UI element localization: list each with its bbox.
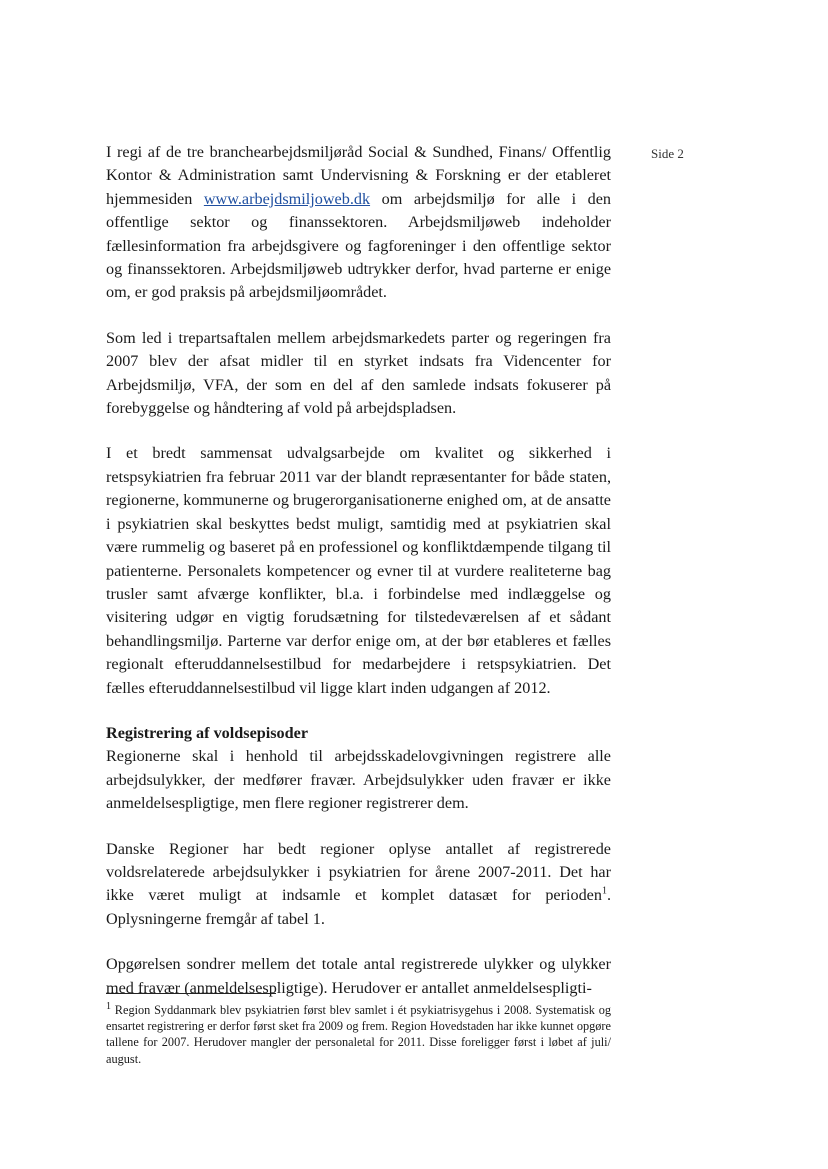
paragraph-forensic-psychiatry: I et bredt sammensat udvalgsarbejde om kvalitet og sikkerhed i retspsykiatrien fra februar 2011 var der blandt repræsentanter for både staten, regionerne, kommunerne og brugerorganisationerne enighed om, at de ansatte i psykiatrien skal beskyttes bedst muligt, samtidig med at psykiatrien skal være rummelig og baseret på en professionel og konfliktdæmpende tilgang til patienterne. Personalets kompetencer og evner til at vurdere realiteterne bag trusler samt afværge konflikter, bl.a. i forbindelse med indlæggelse og visitering udgør en vigtig forudsætning for tilstedeværelsen af et sådant behandlingsmiljø. Parterne var derfor enige om, at der bør etableres et fælles regionalt efteruddannelsestilbud for medarbejdere i retspsykiatrien. Det fælles efteruddannelsestilbud vil ligge klart inden udgangen af 2012. xyxy=(106,444,611,697)
section-heading: Registrering af voldsepisoder xyxy=(106,723,309,742)
paragraph-data-request-text-start: Danske Regioner har bedt regioner oplyse antallet af registrerede voldsrelaterede arbejdsulykker i psykiatrien for årene 2007-2011. Det har ikke været muligt at indsamle et komplet datasæt for perioden xyxy=(106,839,611,905)
footnote-reference[interactable]: 1 xyxy=(601,885,607,897)
body-text xyxy=(106,141,611,1000)
website-link[interactable]: www.arbejdsmiljoweb.dk xyxy=(203,189,371,208)
paragraph-intro-text-end: om arbejdsmiljø for alle i den offentlige sektor og finanssektoren. Arbejdsmiljøweb indeholder fællesinformation fra arbejdsgivere og fagforeninger i den offentlige sektor og finanssektoren. Arbejdsmiljøweb udtrykker derfor, hvad parterne er enige om, er god praksis på arbejdsmiljøområdet. xyxy=(106,189,612,302)
paragraph-tripartite: Som led i trepartsaftalen mellem arbejdsmarkedets parter og regeringen fra 2007 blev der afsat midler til en styrket indsats fra Videncenter for Arbejdsmiljø, VFA, der som en del af den samlede indsats fokuserer på forebyggelse og håndtering af vold på arbejdspladsen. xyxy=(106,328,611,418)
footnote-text: Region Syddanmark blev psykiatrien først blev samlet i ét psykiatrisygehus i 2008. Systematisk og ensartet registrering er derfor først sket fra 2009 og frem. Region Hovedstaden har ikke kunnet opgøre tallene for 2007. Herudover mangler der personaletal for 2011. Disse foreligger først i løbet af juli/ august. xyxy=(106,1003,611,1066)
paragraph-intro-text-start: I regi af de tre branchearbejdsmiljøråd Social & Sundhed, Finans/ Offentlig Kontor & Administration samt Undervisning & Forskning er der etableret hjemmesiden xyxy=(106,143,611,208)
footnote-divider xyxy=(106,993,276,994)
footnote xyxy=(106,1002,611,1067)
paragraph-data-request-text-end: . Oplysningerne fremgår af tabel 1. xyxy=(106,886,611,928)
footnote-number: 1 xyxy=(106,1000,111,1012)
paragraph-registration-duty: Regionerne skal i henhold til arbejdsskadelovgivningen registrere alle arbejdsulykker, der medfører fravær. Arbejdsulykker uden fravær er ikke anmeldelsespligtige, men flere regioner registrerer dem. xyxy=(106,747,611,813)
page-number-label: Side 2 xyxy=(651,146,684,161)
paragraph-distinction: Opgørelsen sondrer mellem det totale antal registrerede ulykker og ulykker med fravær (anmeldelsespligtige). Herudover er antallet anmeldelsespligti- xyxy=(106,955,611,997)
paragraph-data-request xyxy=(106,838,611,932)
paragraph-intro xyxy=(106,141,611,305)
